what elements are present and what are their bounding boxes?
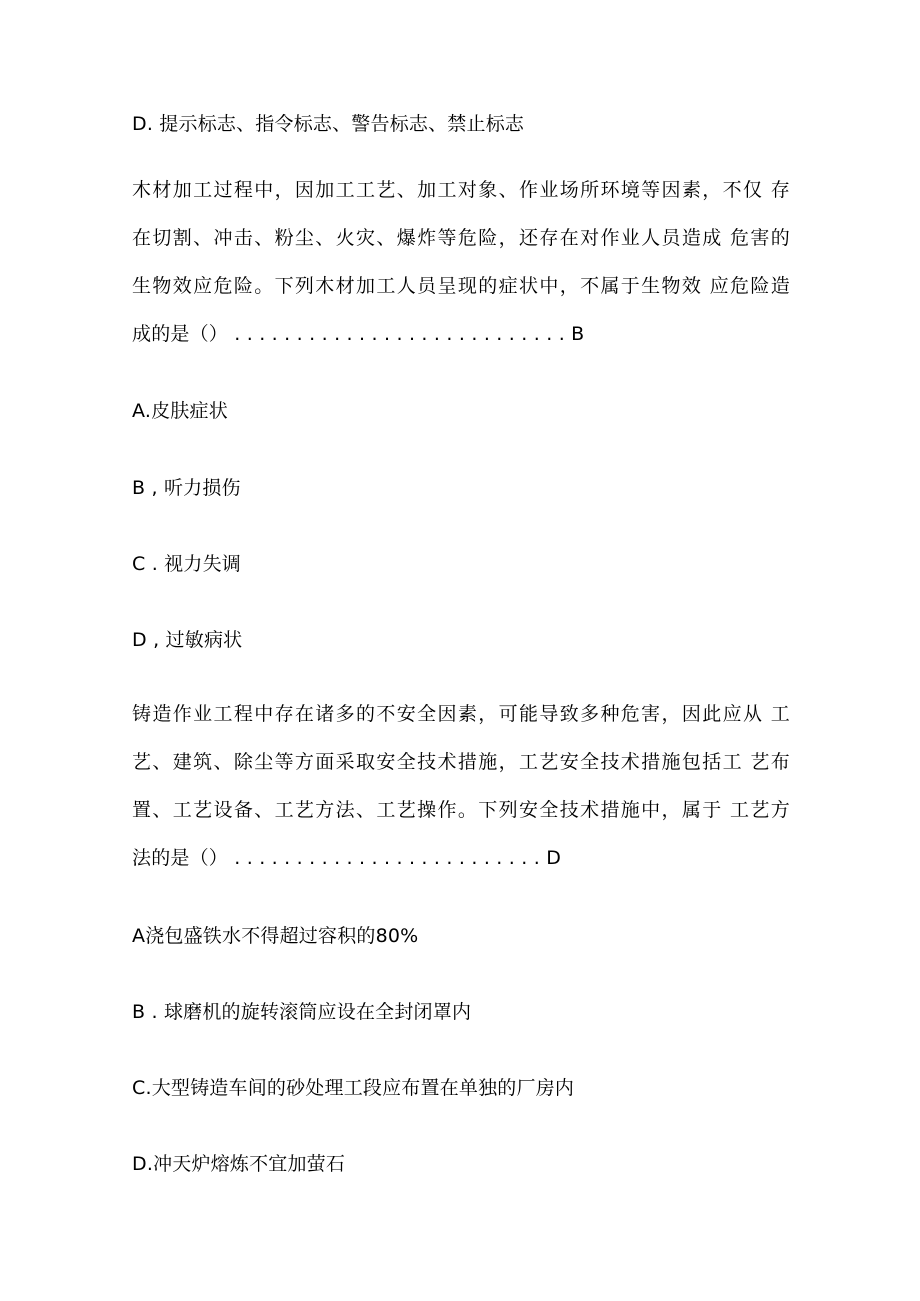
question-1-option-d: D , 过敏病状 <box>132 629 243 651</box>
question-1-option-b: B , 听力损伤 <box>132 477 241 499</box>
question-2-line-1: 铸造作业工程中存在诸多的不安全因素，可能导致多种危害，因此应从 工 <box>132 703 790 725</box>
question-2-option-c: C.大型铸造车间的砂处理工段应布置在单独的厂房内 <box>132 1077 575 1099</box>
question-1-option-a: A.皮肤症状 <box>132 400 228 422</box>
question-1-line-4: 成的是（） . . . . . . . . . . . . . . . . . . . . . . . . . . . B <box>132 323 585 345</box>
question-2-line-2: 艺、建筑、除尘等方面采取安全技术措施，工艺安全技术措施包括工 艺布 <box>132 751 790 773</box>
question-1-line-2: 在切割、冲击、粉尘、火灾、爆炸等危险，还存在对作业人员造成 危害的 <box>132 227 790 249</box>
question-2-line-3: 置、工艺设备、工艺方法、工艺操作。下列安全技术措施中，属于 工艺方 <box>132 799 790 821</box>
question-1-line-1: 木材加工过程中，因加工工艺、加工对象、作业场所环境等因素，不仅 存 <box>132 179 790 201</box>
question-1-option-c: C . 视力失调 <box>132 553 241 575</box>
question-2-option-d: D.冲天炉熔炼不宜加萤石 <box>132 1153 346 1175</box>
question-2-option-a: A浇包盛铁水不得超过容积的80% <box>132 925 419 947</box>
question-2-option-b: B . 球磨机的旋转滚筒应设在全封闭罩内 <box>132 1001 472 1023</box>
question-1-line-3: 生物效应危险。下列木材加工人员呈现的症状中，不属于生物效 应危险造 <box>132 275 790 297</box>
question-2-line-4: 法的是（） . . . . . . . . . . . . . . . . . . . . . . . . . D <box>132 847 562 869</box>
option-text: D. 提示标志、指令标志、警告标志、禁止标志 <box>132 113 525 135</box>
